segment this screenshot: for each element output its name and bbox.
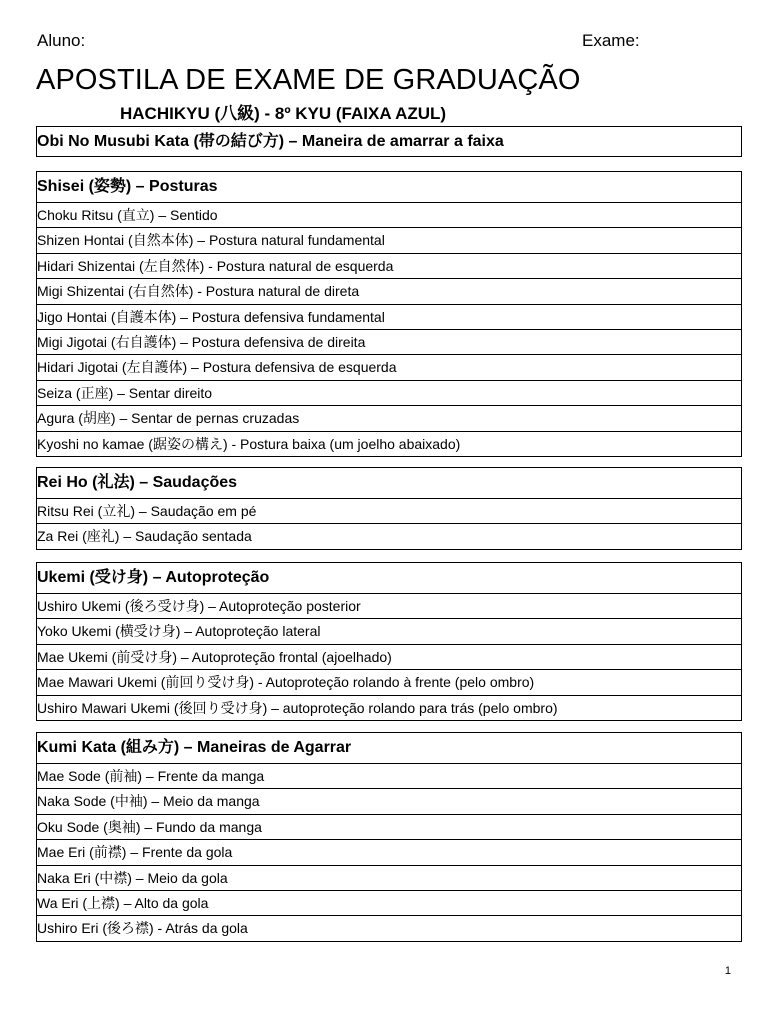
list-item: Mae Ukemi (前受け身) – Autoproteção frontal (ajoelhado): [37, 644, 741, 669]
list-item: Mae Sode (前袖) – Frente da manga: [37, 763, 741, 788]
section-header: Shisei (姿勢) – Posturas: [37, 178, 218, 195]
list-item: Hidari Shizentai (左自然体) - Postura natural de esquerda: [37, 253, 741, 278]
list-item: Jigo Hontai (自護本体) – Postura defensiva fundamental: [37, 304, 741, 329]
list-item: Ritsu Rei (立礼) – Saudação em pé: [37, 498, 741, 523]
section-obi-no-musubi-kata: [36, 126, 742, 157]
section-header: Obi No Musubi Kata (帯の結び方) – Maneira de amarrar a faixa: [37, 133, 504, 150]
list-item: Choku Ritsu (直立) – Sentido: [37, 202, 741, 227]
list-item: Agura (胡座) – Sentar de pernas cruzadas: [37, 405, 741, 430]
section-rei-ho: [36, 467, 742, 550]
list-item: Yoko Ukemi (横受け身) – Autoproteção lateral: [37, 618, 741, 643]
list-item: Ushiro Ukemi (後ろ受け身) – Autoproteção posterior: [37, 593, 741, 618]
section-header: Kumi Kata (組み方) – Maneiras de Agarrar: [37, 739, 352, 756]
student-label: Aluno:: [37, 31, 86, 50]
list-item: Seiza (正座) – Sentar direito: [37, 380, 741, 405]
document-title: APOSTILA DE EXAME DE GRADUAÇÃO: [36, 64, 581, 96]
list-item: Naka Eri (中襟) – Meio da gola: [37, 865, 741, 890]
list-item: Migi Shizentai (右自然体) - Postura natural de direta: [37, 278, 741, 303]
list-item: Naka Sode (中袖) – Meio da manga: [37, 788, 741, 813]
list-item: Mae Mawari Ukemi (前回り受け身) - Autoproteção rolando à frente (pelo ombro): [37, 669, 741, 694]
page-number: 1: [724, 965, 731, 977]
section-shisei: [36, 171, 742, 457]
list-item: Shizen Hontai (自然本体) – Postura natural fundamental: [37, 227, 741, 252]
list-item: Kyoshi no kamae (踞姿の構え) - Postura baixa (um joelho abaixado): [37, 431, 741, 456]
list-item: Migi Jigotai (右自護体) – Postura defensiva de direita: [37, 329, 741, 354]
list-item: Ushiro Eri (後ろ襟) - Atrás da gola: [37, 915, 741, 940]
list-item: Wa Eri (上襟) – Alto da gola: [37, 890, 741, 915]
list-item: Hidari Jigotai (左自護体) – Postura defensiva de esquerda: [37, 354, 741, 379]
list-item: Ushiro Mawari Ukemi (後回り受け身) – autoproteção rolando para trás (pelo ombro): [37, 695, 741, 720]
section-header: Ukemi (受け身) – Autoproteção: [37, 569, 270, 586]
list-item: Mae Eri (前襟) – Frente da gola: [37, 839, 741, 864]
exam-label: Exame:: [582, 31, 640, 50]
section-kumi-kata: [36, 732, 742, 942]
list-item: Oku Sode (奥袖) – Fundo da manga: [37, 814, 741, 839]
section-ukemi: [36, 562, 742, 721]
list-item: Za Rei (座礼) – Saudação sentada: [37, 523, 741, 548]
section-header: Rei Ho (礼法) – Saudações: [37, 474, 238, 491]
document-subtitle: HACHIKYU (八級) - 8º KYU (FAIXA AZUL): [120, 104, 447, 123]
